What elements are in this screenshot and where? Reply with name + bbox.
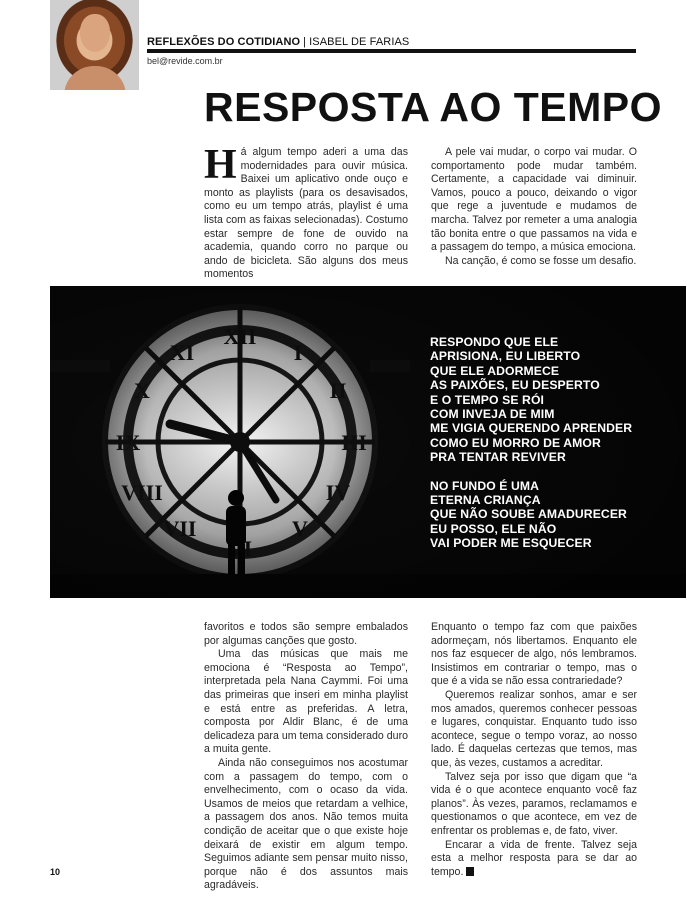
lyric-line: APRISIONA, EU LIBERTO bbox=[430, 349, 581, 364]
lyric-line: VAI PODER ME ESQUECER bbox=[430, 536, 592, 551]
column-top-right bbox=[431, 146, 637, 268]
lyric-line: QUE NÃO SOUBE AMADURECER bbox=[430, 507, 627, 522]
header-separator: | bbox=[303, 36, 307, 48]
lyric-line: QUE ELE ADORMECE bbox=[430, 363, 560, 378]
song-lyrics bbox=[430, 335, 680, 565]
lyrics-stanza-1 bbox=[430, 335, 680, 465]
column-header bbox=[147, 36, 636, 48]
author-photo bbox=[50, 0, 139, 90]
lyric-line: ME VIGIA QUERENDO APRENDER bbox=[430, 421, 633, 436]
lyric-line: ETERNA CRIANÇA bbox=[430, 493, 541, 508]
lyric-line: NO FUNDO É UMA bbox=[430, 478, 540, 493]
closing-text: Encarar a vida de frente. Talvez seja esta a melhor resposta para se dar ao tempo. bbox=[431, 838, 637, 878]
end-of-article-icon bbox=[466, 867, 474, 876]
lyric-line: RESPONDO QUE ELE bbox=[430, 335, 559, 349]
paragraph: Ainda não conseguimos nos acostumar com a passagem do tempo, com o envelhecimento, com o ocaso da vida. Usamos de meios que retardam a velhice, a passagem dos anos. Não temos muita condição de aceitar que o que existe hoje deixará de existir em algum tempo. Seguimos adiante sem pensar muito nisso, porque não é dos assuntos mais agradáveis. bbox=[204, 756, 408, 892]
column-bottom-right bbox=[431, 621, 637, 879]
paragraph: favoritos e todos são sempre embalados por algumas canções que gosto. bbox=[204, 621, 408, 647]
paragraph: Enquanto o tempo faz com que paixões adormeçam, nós libertamos. Enquanto ele nos faz esquecer de algo, nós lembramos. Insistimos em contrariar o tempo, mas o que é a vida se não essa contrariedade? bbox=[431, 621, 637, 688]
column-bottom-left bbox=[204, 621, 408, 893]
lyric-line: PRA TENTAR REVIVER bbox=[430, 450, 566, 465]
article-title: RESPOSTA AO TEMPO bbox=[204, 84, 663, 130]
paragraph: Talvez seja por isso que digam que “a vida é o que acontece enquanto você faz planos”. Às vezes, paramos, reclamamos e questionamos o que acontece, em vez de enfrentar os problemas e, de fato, viver. bbox=[431, 770, 637, 837]
paragraph: Queremos realizar sonhos, amar e ser mos amados, queremos conhecer pessoas e lugares, conquistar. Enquanto tudo isso acontece, segue o tempo voraz, ao nosso lado. É daquelas certezas que temos, mas que, às vezes, custamos a acreditar. bbox=[431, 688, 637, 769]
lyric-line: EU POSSO, ELE NÃO bbox=[430, 521, 557, 536]
paragraph bbox=[431, 839, 637, 880]
lyric-line: COM INVEJA DE MIM bbox=[430, 407, 555, 422]
lyric-line: AS PAIXÕES, EU DESPERTO bbox=[430, 378, 600, 393]
lyric-line: COMO EU MORRO DE AMOR bbox=[430, 435, 601, 450]
author-name: ISABEL DE FARIAS bbox=[309, 36, 410, 48]
author-email[interactable]: bel@revide.com.br bbox=[147, 56, 223, 66]
paragraph bbox=[204, 142, 408, 282]
drop-cap: H bbox=[204, 142, 237, 188]
paragraph: A pele vai mudar, o corpo vai mudar. O comportamento pode mudar também. Certamente, a capacidade vai diminuir. Vamos, pouco a pouco, deixando o vigor que rege a juventude e mudamos de marcha. Talvez por remeter a uma analogia tão bonita entre o que passamos na vida e a passagem do tempo, a música emociona. bbox=[431, 146, 637, 254]
paragraph-text: á algum tempo aderi a uma das modernidades para ouvir música. Baixei um aplicativo onde ouço e monto as playlists (para os desavisados, como eu um tempo atrás, playlist é uma lista com as faixas selecionadas). Costumo estar sempre de fone de ouvido na academia, quando corro no parque ou ando de bicicleta. São alguns dos meus momentos bbox=[204, 146, 408, 281]
lyrics-stanza-2 bbox=[430, 479, 680, 551]
page-number: 10 bbox=[50, 867, 61, 877]
author-face bbox=[80, 14, 110, 52]
author-shoulders bbox=[64, 66, 126, 90]
paragraph: Na canção, é como se fosse um desafio. bbox=[445, 254, 637, 267]
header-rule bbox=[147, 49, 636, 53]
lyric-line: E O TEMPO SE RÓI bbox=[430, 392, 545, 407]
column-top-left bbox=[204, 142, 408, 282]
section-name: REFLEXÕES DO COTIDIANO bbox=[147, 36, 301, 48]
paragraph: Uma das músicas que mais me emociona é “Resposta ao Tempo”, interpretada pela Nana Caymmi. Foi uma das primeiras que inseri em minha playlist e está entre as preferidas. A letra, composta por Aldir Blanc, é de uma delicadeza para um tema considerado duro a muita gente. bbox=[204, 648, 408, 756]
